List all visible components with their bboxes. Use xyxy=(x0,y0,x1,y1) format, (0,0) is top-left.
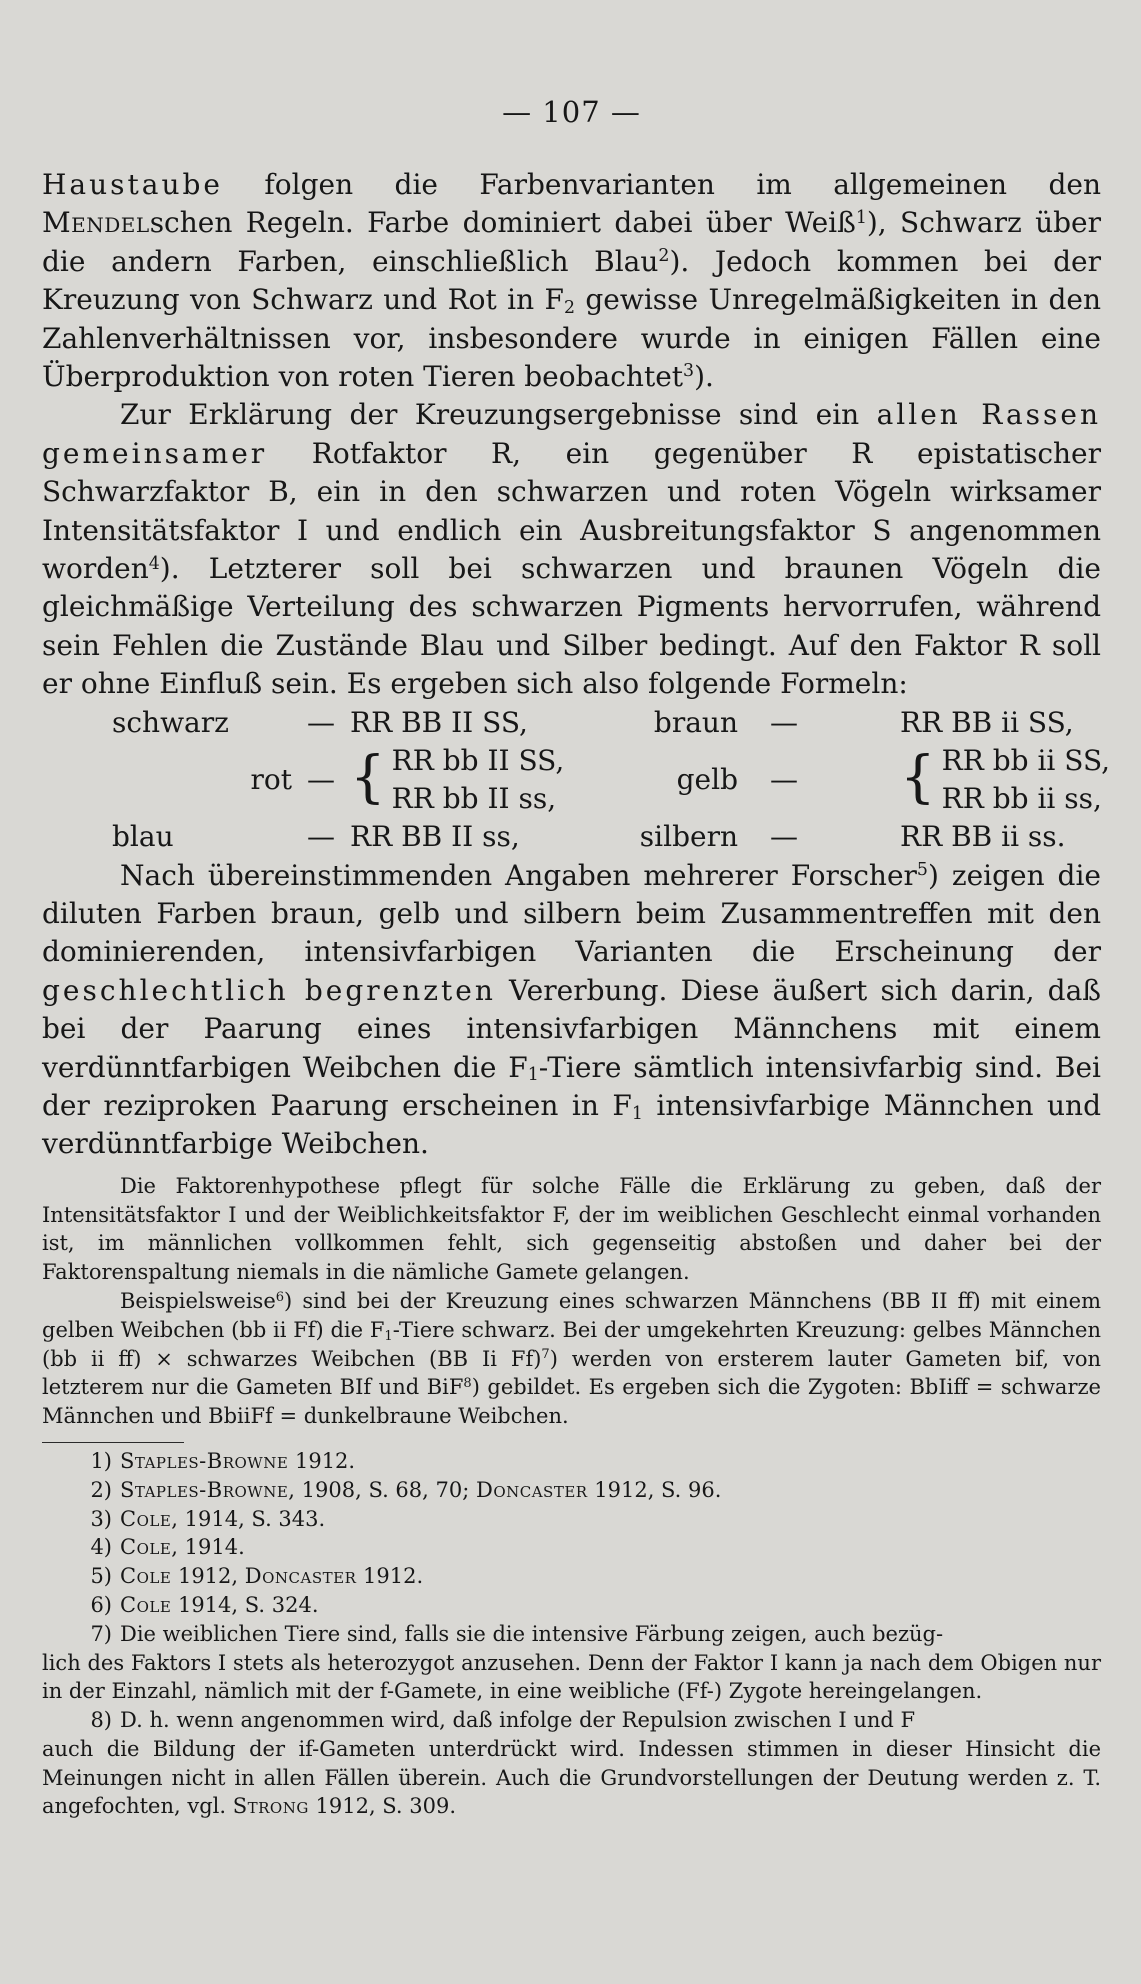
footnote-mark: 8) xyxy=(90,1708,112,1733)
brace-icon: { xyxy=(350,745,386,811)
spaced-term: Haustaube xyxy=(42,168,223,201)
author-name: Strong xyxy=(232,1794,309,1819)
subscript: 1 xyxy=(527,1065,539,1086)
text-run: , 1908, S. 68, 70; xyxy=(288,1477,476,1502)
footnote-reference: 2 xyxy=(658,246,670,267)
footnote-text xyxy=(120,1505,1101,1534)
footnote-mark: 6) xyxy=(90,1592,112,1617)
formula-left: RR BB II ss, xyxy=(350,820,520,854)
text-run: Beispielsweise xyxy=(120,1288,276,1313)
formula-table xyxy=(42,704,1111,857)
text-run: ) sind bei der Kreuzung eines schwarzen Männchens (BB II ff) mit einem gelben Weibchen (bb ii Ff) die F xyxy=(42,1288,1101,1342)
spaced-term: geschlechtlich begrenzten xyxy=(42,973,496,1007)
formula-right: RR BB ii SS, xyxy=(900,705,1074,739)
footnote-reference: 1 xyxy=(855,207,867,228)
formula-dash-right: — xyxy=(770,762,798,796)
main-text xyxy=(42,166,1101,704)
footnote-text xyxy=(120,1591,1101,1620)
formula-dash-right: — xyxy=(770,705,798,739)
footnote-mark: 5) xyxy=(90,1564,112,1589)
text-run: ) gebildet. Es ergeben sich die Zygoten: BbIiff = schwarze Männchen und BbiiFf = dunkelbraune Weibchen. xyxy=(42,1375,1101,1429)
formula-label-right: gelb xyxy=(676,762,738,796)
formula-label-left: blau xyxy=(112,820,174,854)
author-name: Cole xyxy=(120,1592,172,1617)
footnote-text: Die weiblichen Tiere sind, falls sie die intensive Färbung zeigen, auch bezüg- xyxy=(120,1621,944,1646)
footnote-reference: 8 xyxy=(463,1376,472,1392)
footnote-rule xyxy=(42,1442,184,1443)
formula-row-1 xyxy=(42,704,1101,742)
main-paragraph-2 xyxy=(42,396,1101,703)
text-run: intensivfarbige Männchen und verdünntfarbige Weibchen. xyxy=(42,1088,1101,1161)
formula-right: RR BB ii ss. xyxy=(900,820,1066,854)
footnote-4 xyxy=(42,1533,1101,1562)
text-run: 1914, S. 324. xyxy=(171,1592,319,1617)
text-run: -Tiere sämtlich intensivfarbig sind. Bei der reziproken Paarung erscheinen in F xyxy=(42,1050,1101,1122)
text-run: 1912. xyxy=(288,1448,356,1473)
footnote-reference: 4 xyxy=(148,553,160,574)
formula-left-b: RR bb II ss, xyxy=(391,782,557,816)
main-paragraph-3 xyxy=(42,857,1101,1164)
author-name: Staples-Browne xyxy=(120,1477,289,1502)
footnote-8 xyxy=(42,1706,1101,1821)
text-run: Zur Erklärung der Kreuzungsergebnisse sind ein xyxy=(120,398,877,432)
formula-dash-left: — xyxy=(307,705,335,739)
text-run: -Tiere schwarz. Bei der umgekehrten Kreuzung: gelbes Männchen (bb ii ff) ⨯ schwarzes Weibchen (BB Ii Ff) xyxy=(42,1317,1102,1371)
text-run: ) werden von ersterem lauter Gameten bif, von letzterem nur die Gameten BIf und BiF xyxy=(42,1346,1101,1400)
formula-label-left: rot xyxy=(250,762,292,796)
footnote-reference: 7 xyxy=(541,1347,550,1363)
formula-left-a: RR bb II SS, xyxy=(391,744,565,778)
footnote-mark: 4) xyxy=(90,1535,112,1560)
small-paragraph-1: Die Faktorenhypothese pflegt für solche Fälle die Erklärung zu geben, daß der Intensitätsfaktor I und der Weiblichkeitsfaktor F, der im weiblichen Geschlecht einmal vorhanden ist, im männlichen vollkommen fehlt, sich gegenseitig abstoßen und daher bei der Faktorenspaltung niemals in die nämliche Gamete gelangen. xyxy=(42,1173,1101,1285)
main-paragraph-1 xyxy=(42,166,1101,396)
formula-right-stack xyxy=(942,742,1110,818)
spaced-term: allen Rassen gemeinsamer xyxy=(42,398,1101,470)
formula-label-left: schwarz xyxy=(112,705,229,739)
formula-right-a: RR bb ii SS, xyxy=(941,744,1111,778)
text-run: Vererbung. Diese äußert sich darin, daß bei der Paarung eines intensivfarbigen Männchens mit einem verdünntfarbigen Weibchen die F xyxy=(42,973,1102,1084)
text-run: ). xyxy=(694,360,714,394)
text-run: , 1914, S. 343. xyxy=(171,1506,326,1531)
footnote-6 xyxy=(42,1591,1101,1620)
small-text xyxy=(42,1172,1101,1431)
footnote-mark: 1) xyxy=(90,1448,112,1473)
text-run: Rotfaktor R, ein gegenüber R epistatischer Schwarzfaktor B, ein in den schwarzen und roten Vögeln wirksamer Intensitätsfaktor I und endlich ein Ausbreitungsfaktor S angenommen worden xyxy=(42,436,1101,586)
footnote-continuation xyxy=(42,1735,1101,1821)
footnote-reference: 6 xyxy=(275,1289,285,1305)
text-run: 1912, xyxy=(171,1564,245,1589)
author-name: Cole xyxy=(120,1535,172,1560)
footnote-reference: 3 xyxy=(683,361,695,382)
footnote-mark: 2) xyxy=(90,1477,112,1502)
formula-row-2 xyxy=(42,742,1111,818)
footnote-reference: 5 xyxy=(916,859,928,880)
footnote-text xyxy=(120,1447,1101,1476)
text-run: Nach übereinstimmenden Angaben mehrerer Forscher xyxy=(120,858,917,892)
footnote-text: D. h. wenn angenommen wird, daß infolge der Repulsion zwischen I und F xyxy=(120,1708,916,1733)
text-run: ). Letzterer soll bei schwarzen und braunen Vögeln die gleichmäßige Verteilung des schwarzen Pigments hervorrufen, während sein Fehlen die Zustände Blau und Silber bedingt. Auf den Faktor R soll er ohne Einfluß sein. Es ergeben sich also folgende Formeln: xyxy=(42,552,1101,701)
text-run: schen Regeln. Farbe dominiert dabei über Weiß xyxy=(149,206,856,240)
author-name: Staples-Browne xyxy=(120,1448,289,1473)
author-name: Mendel xyxy=(42,206,150,240)
footnote-1 xyxy=(42,1447,1101,1476)
text-run: 1912, S. 96. xyxy=(587,1477,722,1502)
author-name: Doncaster xyxy=(475,1477,588,1502)
subscript: 1 xyxy=(631,1103,643,1124)
subscript: 1 xyxy=(384,1328,393,1344)
page-number: — 107 — xyxy=(502,95,641,129)
text-run: ). Jedoch kommen bei der Kreuzung von Schwarz und Rot in F xyxy=(42,244,1101,317)
footnotes xyxy=(42,1447,1101,1821)
footnote-continuation: lich des Faktors I stets als heterozygot anzusehen. Denn der Faktor I kann ja nach dem Obigen nur in der Einzahl, nämlich mit der f-Gamete, in eine weibliche (Ff-) Zygote hereingelangen. xyxy=(42,1650,1101,1704)
footnote-text xyxy=(120,1562,1101,1591)
author-name: Cole xyxy=(120,1506,172,1531)
footnote-2 xyxy=(42,1476,1101,1505)
formula-label-right: braun xyxy=(653,705,738,739)
brace-icon: { xyxy=(900,745,936,811)
author-name: Doncaster xyxy=(244,1564,357,1589)
footnote-3 xyxy=(42,1505,1101,1534)
text-run: auch die Bildung der if-Gameten unterdrückt wird. Indessen stimmen in dieser Hinsicht die Meinungen nicht in allen Fällen überein. Auch die Grundvorstellungen der Deutung werden z. T. angefochten, vgl. xyxy=(42,1736,1101,1819)
text-run: 1912. xyxy=(356,1564,424,1589)
formula-row-3 xyxy=(42,818,1101,856)
text-run: ) zeigen die diluten Farben braun, gelb und silbern beim Zusammentreffen mit den dominierenden, intensivfarbigen Varianten die Erscheinung der xyxy=(42,858,1101,969)
text-run: gewisse Unregelmäßigkeiten in den Zahlenverhältnissen vor, insbesondere wurde in einigen Fällen eine Überproduktion von roten Tieren beobachtet xyxy=(42,283,1101,394)
formula-dash-left: — xyxy=(307,820,335,854)
small-paragraph-2 xyxy=(42,1287,1101,1431)
main-text-continued xyxy=(42,857,1101,1164)
author-name: Cole xyxy=(120,1564,172,1589)
text-run: ), Schwarz über die andern Farben, einschließlich Blau xyxy=(42,206,1101,278)
formula-right-group xyxy=(900,742,1140,818)
footnote-7 xyxy=(42,1620,1101,1706)
formula-dash-right: — xyxy=(770,820,798,854)
text-run: 1912, S. 309. xyxy=(308,1794,457,1819)
footnote-text xyxy=(120,1476,1101,1505)
formula-left-stack xyxy=(392,742,565,818)
footnote-mark: 7) xyxy=(90,1621,112,1646)
footnote-5 xyxy=(42,1562,1101,1591)
footnote-mark: 3) xyxy=(90,1506,112,1531)
subscript: 2 xyxy=(563,298,575,319)
formula-dash-left: — xyxy=(307,762,335,796)
footnote-text xyxy=(120,1533,1101,1562)
formula-left-group xyxy=(350,742,600,818)
text-run: folgen die Farbenvarianten im allgemeinen den xyxy=(223,168,1101,201)
formula-right-b: RR bb ii ss, xyxy=(941,782,1102,816)
formula-left: RR BB II SS, xyxy=(350,705,528,739)
formula-label-right: silbern xyxy=(639,820,738,854)
text-run: , 1914. xyxy=(171,1535,245,1560)
